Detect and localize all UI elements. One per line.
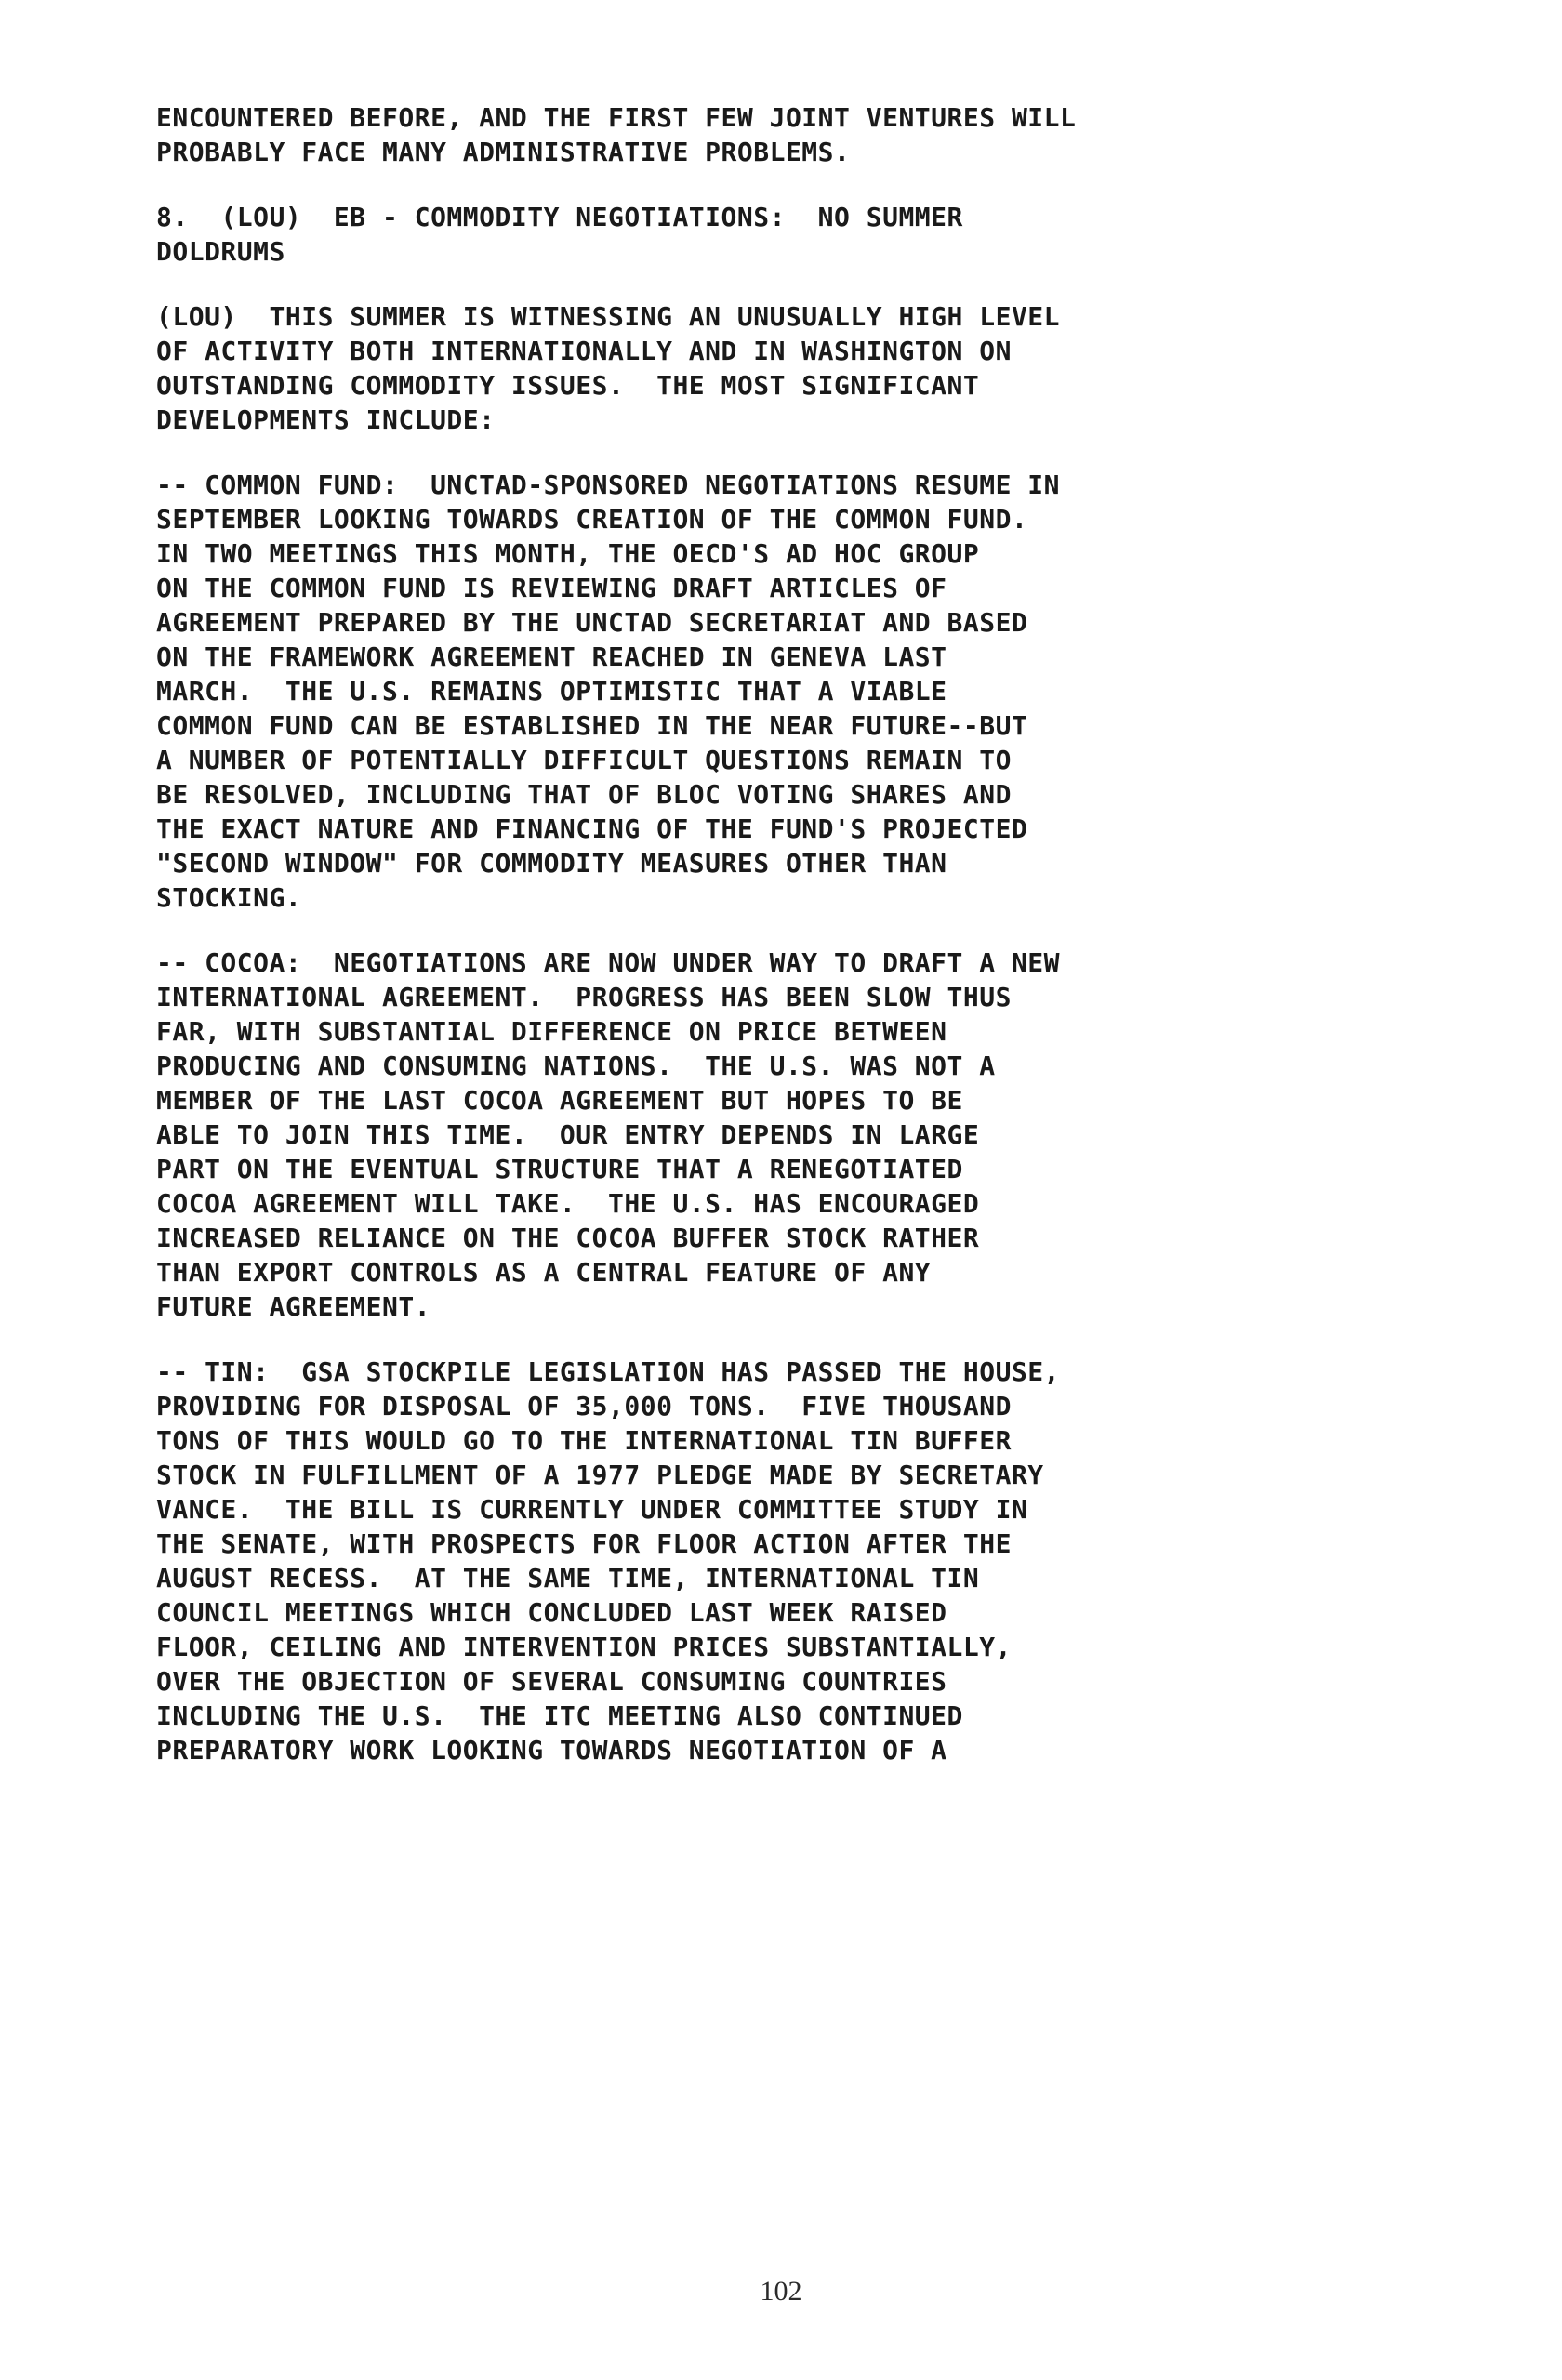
text-line: BE RESOLVED, INCLUDING THAT OF BLOC VOTING SHARES AND	[156, 779, 1012, 810]
text-line: PART ON THE EVENTUAL STRUCTURE THAT A RENEGOTIATED	[156, 1154, 963, 1184]
text-line: FLOOR, CEILING AND INTERVENTION PRICES SUBSTANTIALLY,	[156, 1632, 1012, 1662]
text-line: TONS OF THIS WOULD GO TO THE INTERNATIONAL TIN BUFFER	[156, 1425, 1012, 1456]
paragraph-overview	[156, 299, 1309, 437]
text-line: PRODUCING AND CONSUMING NATIONS. THE U.S. WAS NOT A	[156, 1051, 996, 1081]
text-line: INCLUDING THE U.S. THE ITC MEETING ALSO CONTINUED	[156, 1700, 963, 1731]
document-body	[156, 100, 1309, 1798]
text-line: COMMON FUND CAN BE ESTABLISHED IN THE NEAR FUTURE--BUT	[156, 710, 1028, 741]
text-line: FUTURE AGREEMENT.	[156, 1291, 431, 1322]
paragraph-section-heading	[156, 200, 1309, 269]
paragraph-cocoa	[156, 945, 1309, 1324]
text-line: STOCK IN FULFILLMENT OF A 1977 PLEDGE MADE BY SECRETARY	[156, 1460, 1044, 1490]
text-line: IN TWO MEETINGS THIS MONTH, THE OECD'S AD HOC GROUP	[156, 538, 980, 569]
paragraph-common-fund	[156, 468, 1309, 915]
text-line: VANCE. THE BILL IS CURRENTLY UNDER COMMITTEE STUDY IN	[156, 1494, 1028, 1525]
text-line: AGREEMENT PREPARED BY THE UNCTAD SECRETARIAT AND BASED	[156, 607, 1028, 638]
text-line: ON THE FRAMEWORK AGREEMENT REACHED IN GENEVA LAST	[156, 641, 947, 672]
text-line: PROVIDING FOR DISPOSAL OF 35,000 TONS. FIVE THOUSAND	[156, 1391, 1012, 1421]
text-line: (LOU) THIS SUMMER IS WITNESSING AN UNUSUALLY HIGH LEVEL	[156, 301, 1061, 332]
text-line: DOLDRUMS	[156, 236, 285, 267]
text-line: THAN EXPORT CONTROLS AS A CENTRAL FEATURE OF ANY	[156, 1257, 932, 1288]
text-line: FAR, WITH SUBSTANTIAL DIFFERENCE ON PRICE BETWEEN	[156, 1016, 947, 1047]
text-line: SEPTEMBER LOOKING TOWARDS CREATION OF THE COMMON FUND.	[156, 504, 1028, 535]
text-line: "SECOND WINDOW" FOR COMMODITY MEASURES OTHER THAN	[156, 848, 947, 879]
text-line: PREPARATORY WORK LOOKING TOWARDS NEGOTIATION OF A	[156, 1735, 947, 1765]
text-line: -- COMMON FUND: UNCTAD-SPONSORED NEGOTIATIONS RESUME IN	[156, 469, 1061, 500]
paragraph-intro-continuation	[156, 100, 1309, 169]
text-line: 8. (LOU) EB - COMMODITY NEGOTIATIONS: NO SUMMER	[156, 202, 963, 232]
text-line: MARCH. THE U.S. REMAINS OPTIMISTIC THAT A VIABLE	[156, 676, 947, 707]
text-line: ENCOUNTERED BEFORE, AND THE FIRST FEW JOINT VENTURES WILL	[156, 102, 1077, 133]
text-line: OUTSTANDING COMMODITY ISSUES. THE MOST SIGNIFICANT	[156, 370, 980, 401]
text-line: OVER THE OBJECTION OF SEVERAL CONSUMING COUNTRIES	[156, 1666, 947, 1697]
text-line: PROBABLY FACE MANY ADMINISTRATIVE PROBLEMS.	[156, 137, 851, 167]
text-line: INCREASED RELIANCE ON THE COCOA BUFFER STOCK RATHER	[156, 1223, 980, 1253]
text-line: OF ACTIVITY BOTH INTERNATIONALLY AND IN WASHINGTON ON	[156, 336, 1012, 366]
paragraph-tin	[156, 1355, 1309, 1767]
text-line: AUGUST RECESS. AT THE SAME TIME, INTERNATIONAL TIN	[156, 1563, 980, 1593]
text-line: ABLE TO JOIN THIS TIME. OUR ENTRY DEPENDS IN LARGE	[156, 1119, 980, 1150]
text-line: COCOA AGREEMENT WILL TAKE. THE U.S. HAS ENCOURAGED	[156, 1188, 980, 1219]
text-line: MEMBER OF THE LAST COCOA AGREEMENT BUT HOPES TO BE	[156, 1085, 963, 1116]
text-line: INTERNATIONAL AGREEMENT. PROGRESS HAS BEEN SLOW THUS	[156, 982, 1012, 1012]
text-line: DEVELOPMENTS INCLUDE:	[156, 404, 496, 435]
text-line: -- COCOA: NEGOTIATIONS ARE NOW UNDER WAY TO DRAFT A NEW	[156, 947, 1061, 978]
text-line: ON THE COMMON FUND IS REVIEWING DRAFT ARTICLES OF	[156, 573, 947, 603]
text-line: STOCKING.	[156, 882, 302, 913]
text-line: -- TIN: GSA STOCKPILE LEGISLATION HAS PASSED THE HOUSE,	[156, 1356, 1061, 1387]
text-line: THE SENATE, WITH PROSPECTS FOR FLOOR ACTION AFTER THE	[156, 1528, 1012, 1559]
page-number: 102	[760, 2276, 802, 2307]
text-line: COUNCIL MEETINGS WHICH CONCLUDED LAST WEEK RAISED	[156, 1597, 947, 1628]
text-line: A NUMBER OF POTENTIALLY DIFFICULT QUESTIONS REMAIN TO	[156, 745, 1012, 775]
text-line: THE EXACT NATURE AND FINANCING OF THE FUND'S PROJECTED	[156, 813, 1028, 844]
